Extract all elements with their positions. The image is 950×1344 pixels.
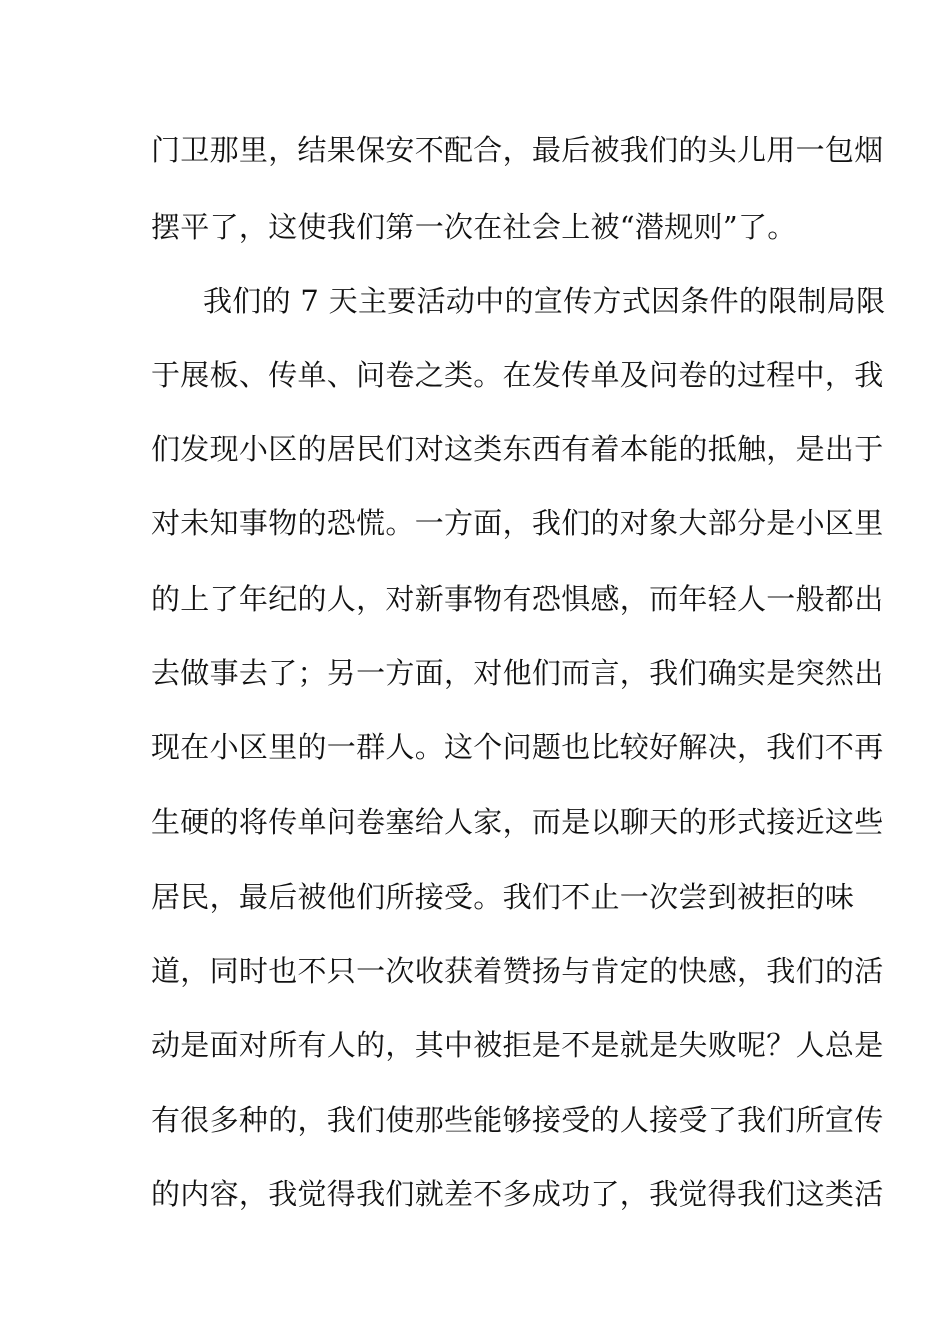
text-line-4: 于展板、传单、问卷之类。在发传单及问卷的过程中，我: [151, 358, 884, 392]
text-line-12: 道，同时也不只一次收获着赞扬与肯定的快感，我们的活: [151, 954, 884, 988]
text-line-7: 的上了年纪的人，对新事物有恐惧感，而年轻人一般都出: [151, 582, 884, 616]
paragraph-start-line: 我们的 7 天主要活动中的宣传方式因条件的限制局限: [203, 284, 886, 318]
text-line-8: 去做事去了；另一方面，对他们而言，我们确实是突然出: [151, 656, 884, 690]
text-line-5: 们发现小区的居民们对这类东西有着本能的抵触，是出于: [151, 432, 884, 466]
text-line-11: 居民，最后被他们所接受。我们不止一次尝到被拒的味: [151, 880, 855, 914]
text-line-14: 有很多种的，我们使那些能够接受的人接受了我们所宣传: [151, 1103, 884, 1137]
text-line-9: 现在小区里的一群人。这个问题也比较好解决，我们不再: [151, 730, 884, 764]
text-line-10: 生硬的将传单问卷塞给人家，而是以聊天的形式接近这些: [151, 805, 884, 839]
text-line-2: 摆平了，这使我们第一次在社会上被“潜规则”了。: [151, 210, 797, 244]
text-line-15: 的内容，我觉得我们就差不多成功了，我觉得我们这类活: [151, 1177, 884, 1211]
text-line-1: 门卫那里，结果保安不配合，最后被我们的头儿用一包烟: [151, 133, 884, 167]
text-line-6: 对未知事物的恐慌。一方面，我们的对象大部分是小区里: [151, 506, 884, 540]
text-line-13: 动是面对所有人的，其中被拒是不是就是失败呢？人总是: [151, 1028, 884, 1062]
